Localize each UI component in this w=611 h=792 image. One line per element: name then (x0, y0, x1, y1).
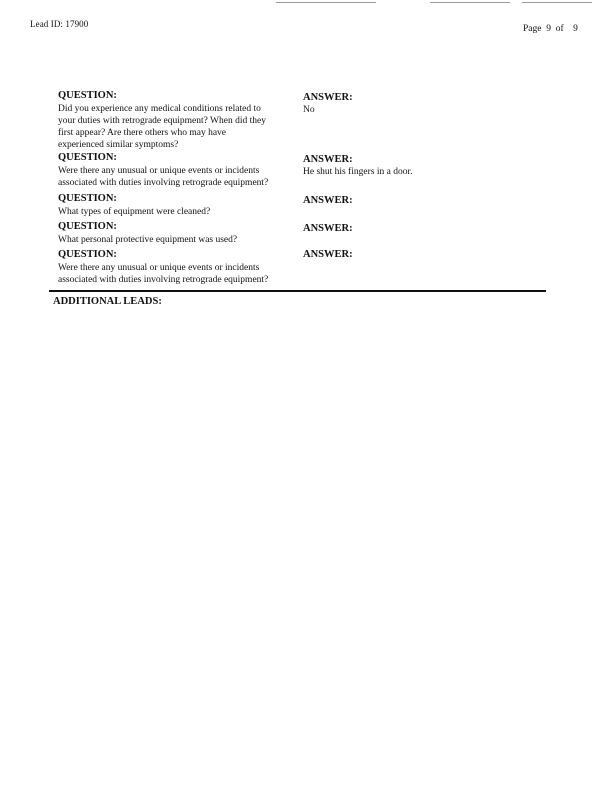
lead-id: Lead ID: 17900 (30, 19, 89, 29)
question-text: What types of equipment were cleaned? (58, 207, 211, 217)
question-label: QUESTION: (58, 152, 117, 163)
answer-text: No (303, 105, 315, 115)
question-block (58, 193, 288, 218)
scan-artifact-line (276, 2, 376, 3)
scan-artifact-line (522, 2, 592, 3)
question-block (58, 152, 288, 189)
answer-label: ANSWER: (303, 92, 353, 103)
question-text: Did you experience any medical conditions related to your duties with retrograde equipment? When did they first appear? Are there others who may have experienced similar symptoms? (58, 104, 266, 150)
page-total: 9 (573, 24, 578, 34)
question-block (58, 221, 288, 246)
question-label: QUESTION: (58, 221, 117, 232)
section-divider (49, 290, 546, 292)
answer-block (303, 249, 503, 261)
question-text: Were there any unusual or unique events or incidents associated with duties involving retrograde equipment? (58, 263, 269, 285)
answer-block (303, 195, 503, 207)
scan-artifact-line (430, 2, 510, 3)
answer-label: ANSWER: (303, 154, 353, 165)
question-text: What personal protective equipment was used? (58, 235, 238, 245)
page-label: Page (523, 24, 542, 34)
answer-block (303, 223, 503, 235)
page-number (523, 24, 578, 34)
answer-label: ANSWER: (303, 223, 353, 234)
question-block (58, 249, 288, 286)
answer-block (303, 154, 503, 178)
answer-text: He shut his fingers in a door. (303, 167, 413, 177)
question-block (58, 90, 288, 151)
page-of: of (555, 24, 564, 34)
additional-leads-heading: ADDITIONAL LEADS: (53, 296, 162, 307)
page-current: 9 (546, 24, 551, 34)
question-label: QUESTION: (58, 193, 117, 204)
question-text: Were there any unusual or unique events or incidents associated with duties involving retrograde equipment? (58, 166, 269, 188)
answer-label: ANSWER: (303, 195, 353, 206)
question-label: QUESTION: (58, 249, 117, 260)
answer-block (303, 92, 503, 116)
answer-label: ANSWER: (303, 249, 353, 260)
question-label: QUESTION: (58, 90, 117, 101)
